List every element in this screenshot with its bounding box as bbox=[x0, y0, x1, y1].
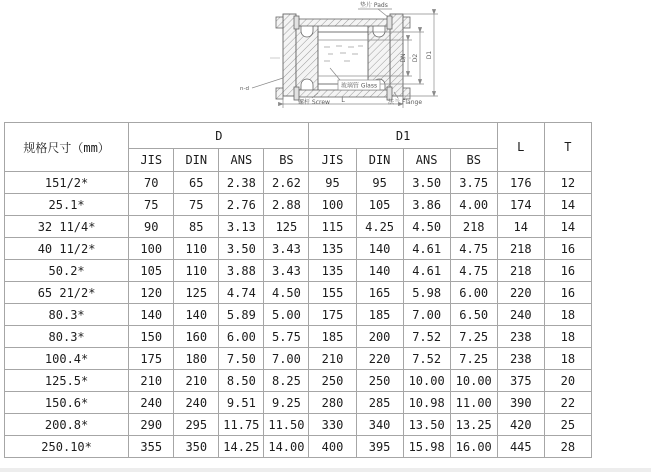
top-left-washer bbox=[294, 16, 299, 29]
d-jis-cell: 70 bbox=[129, 172, 174, 194]
spec-size-cell: 40 11/2* bbox=[5, 238, 129, 260]
d-ans-cell: 2.76 bbox=[219, 194, 264, 216]
d-din-cell: 180 bbox=[174, 348, 219, 370]
d-jis-cell: 150 bbox=[129, 326, 174, 348]
d1-bs-cell: 6.50 bbox=[450, 304, 497, 326]
d1-bs-cell: 11.00 bbox=[450, 392, 497, 414]
d1-ans-cell: 5.98 bbox=[403, 282, 450, 304]
d1-ans-cell: 7.52 bbox=[403, 348, 450, 370]
d-ans-cell: 14.25 bbox=[219, 436, 264, 458]
l-cell: 14 bbox=[497, 216, 544, 238]
table-row bbox=[5, 436, 592, 458]
d1-jis-cell: 210 bbox=[309, 348, 356, 370]
d1-bs-cell: 4.75 bbox=[450, 260, 497, 282]
d-bs-cell: 5.00 bbox=[264, 304, 309, 326]
d1-din-cell: 140 bbox=[356, 238, 403, 260]
d1-group-header: D1 bbox=[309, 123, 497, 149]
l-cell: 240 bbox=[497, 304, 544, 326]
l-cell: 218 bbox=[497, 260, 544, 282]
t-header: T bbox=[544, 123, 591, 172]
top-right-nut bbox=[403, 17, 410, 28]
spec-size-cell: 150.6* bbox=[5, 392, 129, 414]
d-din-cell: 210 bbox=[174, 370, 219, 392]
d1-din-cell: 4.25 bbox=[356, 216, 403, 238]
pads-leader bbox=[378, 9, 388, 17]
d1-bs-cell: 13.25 bbox=[450, 414, 497, 436]
glass-label: 玻璃管 Glass bbox=[340, 82, 378, 90]
d1-jis-cell: 115 bbox=[309, 216, 356, 238]
table-row bbox=[5, 216, 592, 238]
t-cell: 16 bbox=[544, 238, 591, 260]
d1-jis-cell: 400 bbox=[309, 436, 356, 458]
t-cell: 18 bbox=[544, 348, 591, 370]
d-bs-cell: 14.00 bbox=[264, 436, 309, 458]
d1-ans-header: ANS bbox=[403, 149, 450, 172]
l-cell: 420 bbox=[497, 414, 544, 436]
spec-size-cell: 32 11/4* bbox=[5, 216, 129, 238]
d-din-cell: 65 bbox=[174, 172, 219, 194]
l-dim-label: L bbox=[341, 96, 345, 104]
top-screw-rod bbox=[296, 19, 390, 26]
d1-din-cell: 165 bbox=[356, 282, 403, 304]
dn-label: DN bbox=[400, 53, 407, 63]
d1-ans-cell: 3.86 bbox=[403, 194, 450, 216]
d-bs-cell: 125 bbox=[264, 216, 309, 238]
d-ans-cell: 4.74 bbox=[219, 282, 264, 304]
t-cell: 22 bbox=[544, 392, 591, 414]
spec-size-cell: 50.2* bbox=[5, 260, 129, 282]
d1-ans-cell: 4.50 bbox=[403, 216, 450, 238]
d-ans-cell: 3.50 bbox=[219, 238, 264, 260]
d1-ans-cell: 4.61 bbox=[403, 238, 450, 260]
dimension-table-section bbox=[4, 122, 592, 458]
header-group-row bbox=[5, 123, 592, 149]
d-ans-cell: 8.50 bbox=[219, 370, 264, 392]
table-row bbox=[5, 348, 592, 370]
d-ans-cell: 9.51 bbox=[219, 392, 264, 414]
d-jis-cell: 210 bbox=[129, 370, 174, 392]
t-cell: 14 bbox=[544, 216, 591, 238]
d1-bs-cell: 7.25 bbox=[450, 348, 497, 370]
d-group-header: D bbox=[129, 123, 309, 149]
d-jis-cell: 355 bbox=[129, 436, 174, 458]
sight-glass-drawing bbox=[0, 0, 651, 120]
l-header: L bbox=[497, 123, 544, 172]
d-jis-cell: 140 bbox=[129, 304, 174, 326]
hole-leader bbox=[252, 78, 283, 88]
table-row bbox=[5, 238, 592, 260]
d1-jis-header: JIS bbox=[309, 149, 356, 172]
d-din-cell: 110 bbox=[174, 238, 219, 260]
d1-bs-cell: 4.00 bbox=[450, 194, 497, 216]
d1-bs-cell: 3.75 bbox=[450, 172, 497, 194]
d1-ans-cell: 4.61 bbox=[403, 260, 450, 282]
d1-bs-cell: 4.75 bbox=[450, 238, 497, 260]
d-ans-cell: 2.38 bbox=[219, 172, 264, 194]
d-jis-cell: 105 bbox=[129, 260, 174, 282]
t-cell: 25 bbox=[544, 414, 591, 436]
d1-din-cell: 250 bbox=[356, 370, 403, 392]
table-row bbox=[5, 326, 592, 348]
d-jis-cell: 90 bbox=[129, 216, 174, 238]
table-row bbox=[5, 260, 592, 282]
d1-bs-cell: 218 bbox=[450, 216, 497, 238]
t-cell: 16 bbox=[544, 282, 591, 304]
table-row bbox=[5, 414, 592, 436]
d1-jis-cell: 95 bbox=[309, 172, 356, 194]
d1-jis-cell: 135 bbox=[309, 260, 356, 282]
l-cell: 445 bbox=[497, 436, 544, 458]
d1-din-cell: 105 bbox=[356, 194, 403, 216]
d1-din-cell: 185 bbox=[356, 304, 403, 326]
d-bs-cell: 8.25 bbox=[264, 370, 309, 392]
l-cell: 238 bbox=[497, 348, 544, 370]
hole-callout-label: n-d bbox=[240, 86, 249, 92]
d1-din-cell: 140 bbox=[356, 260, 403, 282]
d1-jis-cell: 100 bbox=[309, 194, 356, 216]
d-bs-cell: 2.62 bbox=[264, 172, 309, 194]
table-row bbox=[5, 282, 592, 304]
d1-din-cell: 285 bbox=[356, 392, 403, 414]
d-ans-cell: 3.13 bbox=[219, 216, 264, 238]
d1-jis-cell: 250 bbox=[309, 370, 356, 392]
spec-table-body bbox=[5, 172, 592, 458]
l-cell: 375 bbox=[497, 370, 544, 392]
d1-din-header: DIN bbox=[356, 149, 403, 172]
t-cell: 14 bbox=[544, 194, 591, 216]
d1-din-cell: 395 bbox=[356, 436, 403, 458]
d2-label: D2 bbox=[412, 53, 419, 63]
d-din-cell: 160 bbox=[174, 326, 219, 348]
d-ans-cell: 5.89 bbox=[219, 304, 264, 326]
technical-drawing bbox=[0, 0, 651, 120]
d-din-cell: 125 bbox=[174, 282, 219, 304]
d-din-header: DIN bbox=[174, 149, 219, 172]
d-bs-cell: 4.50 bbox=[264, 282, 309, 304]
d-bs-cell: 9.25 bbox=[264, 392, 309, 414]
l-cell: 220 bbox=[497, 282, 544, 304]
d1-bs-cell: 7.25 bbox=[450, 326, 497, 348]
d1-bs-header: BS bbox=[450, 149, 497, 172]
l-cell: 238 bbox=[497, 326, 544, 348]
d1-jis-cell: 185 bbox=[309, 326, 356, 348]
l-cell: 218 bbox=[497, 238, 544, 260]
d-ans-cell: 7.50 bbox=[219, 348, 264, 370]
t-cell: 12 bbox=[544, 172, 591, 194]
d-din-cell: 75 bbox=[174, 194, 219, 216]
d1-din-cell: 200 bbox=[356, 326, 403, 348]
d-bs-header: BS bbox=[264, 149, 309, 172]
dimension-table bbox=[4, 122, 592, 458]
d-jis-cell: 100 bbox=[129, 238, 174, 260]
d-jis-cell: 75 bbox=[129, 194, 174, 216]
d1-ans-cell: 7.52 bbox=[403, 326, 450, 348]
screw-label: 螺杆 Screw bbox=[298, 99, 330, 106]
d-din-cell: 140 bbox=[174, 304, 219, 326]
spec-size-cell: 80.3* bbox=[5, 304, 129, 326]
spec-size-cell: 80.3* bbox=[5, 326, 129, 348]
d1-din-cell: 340 bbox=[356, 414, 403, 436]
flange-label: 法兰 Flange bbox=[388, 99, 423, 106]
d-jis-cell: 290 bbox=[129, 414, 174, 436]
d-bs-cell: 3.43 bbox=[264, 260, 309, 282]
d-jis-cell: 240 bbox=[129, 392, 174, 414]
t-cell: 18 bbox=[544, 304, 591, 326]
d-din-cell: 85 bbox=[174, 216, 219, 238]
bottom-left-nut bbox=[276, 88, 283, 99]
table-row bbox=[5, 194, 592, 216]
d1-bs-cell: 10.00 bbox=[450, 370, 497, 392]
d1-bs-cell: 6.00 bbox=[450, 282, 497, 304]
d1-ans-cell: 7.00 bbox=[403, 304, 450, 326]
l-cell: 176 bbox=[497, 172, 544, 194]
d-din-cell: 240 bbox=[174, 392, 219, 414]
spec-size-cell: 151/2* bbox=[5, 172, 129, 194]
d-bs-cell: 5.75 bbox=[264, 326, 309, 348]
spec-size-header: 规格尺寸（mm） bbox=[5, 123, 129, 172]
d-bs-cell: 7.00 bbox=[264, 348, 309, 370]
d1-din-cell: 220 bbox=[356, 348, 403, 370]
d1-jis-cell: 155 bbox=[309, 282, 356, 304]
d-jis-header: JIS bbox=[129, 149, 174, 172]
d-ans-header: ANS bbox=[219, 149, 264, 172]
d-jis-cell: 120 bbox=[129, 282, 174, 304]
top-right-washer bbox=[387, 16, 392, 29]
d-bs-cell: 11.50 bbox=[264, 414, 309, 436]
d1-jis-cell: 135 bbox=[309, 238, 356, 260]
l-cell: 390 bbox=[497, 392, 544, 414]
spec-size-cell: 250.10* bbox=[5, 436, 129, 458]
d1-ans-cell: 10.98 bbox=[403, 392, 450, 414]
spec-size-cell: 65 21/2* bbox=[5, 282, 129, 304]
d1-ans-cell: 10.00 bbox=[403, 370, 450, 392]
d1-din-cell: 95 bbox=[356, 172, 403, 194]
table-row bbox=[5, 370, 592, 392]
d1-ans-cell: 13.50 bbox=[403, 414, 450, 436]
t-cell: 28 bbox=[544, 436, 591, 458]
d-din-cell: 350 bbox=[174, 436, 219, 458]
d-din-cell: 295 bbox=[174, 414, 219, 436]
d1-bs-cell: 16.00 bbox=[450, 436, 497, 458]
d-jis-cell: 175 bbox=[129, 348, 174, 370]
d-bs-cell: 3.43 bbox=[264, 238, 309, 260]
t-cell: 18 bbox=[544, 326, 591, 348]
t-cell: 20 bbox=[544, 370, 591, 392]
d1-jis-cell: 280 bbox=[309, 392, 356, 414]
d1-jis-cell: 175 bbox=[309, 304, 356, 326]
table-row bbox=[5, 304, 592, 326]
d-din-cell: 110 bbox=[174, 260, 219, 282]
d1-ans-cell: 15.98 bbox=[403, 436, 450, 458]
bottom-right-nut bbox=[403, 88, 410, 99]
l-cell: 174 bbox=[497, 194, 544, 216]
page-bottom-strip bbox=[0, 468, 651, 472]
d1-ans-cell: 3.50 bbox=[403, 172, 450, 194]
d-ans-cell: 3.88 bbox=[219, 260, 264, 282]
t-cell: 16 bbox=[544, 260, 591, 282]
d-ans-cell: 11.75 bbox=[219, 414, 264, 436]
spec-size-cell: 25.1* bbox=[5, 194, 129, 216]
pads-label: 垫片 Pads bbox=[360, 2, 388, 9]
spec-size-cell: 125.5* bbox=[5, 370, 129, 392]
spec-size-cell: 200.8* bbox=[5, 414, 129, 436]
table-row bbox=[5, 392, 592, 414]
spec-size-cell: 100.4* bbox=[5, 348, 129, 370]
table-row bbox=[5, 172, 592, 194]
top-left-nut bbox=[276, 17, 283, 28]
d1-jis-cell: 330 bbox=[309, 414, 356, 436]
d-bs-cell: 2.88 bbox=[264, 194, 309, 216]
d-ans-cell: 6.00 bbox=[219, 326, 264, 348]
d1-label: D1 bbox=[426, 50, 433, 60]
